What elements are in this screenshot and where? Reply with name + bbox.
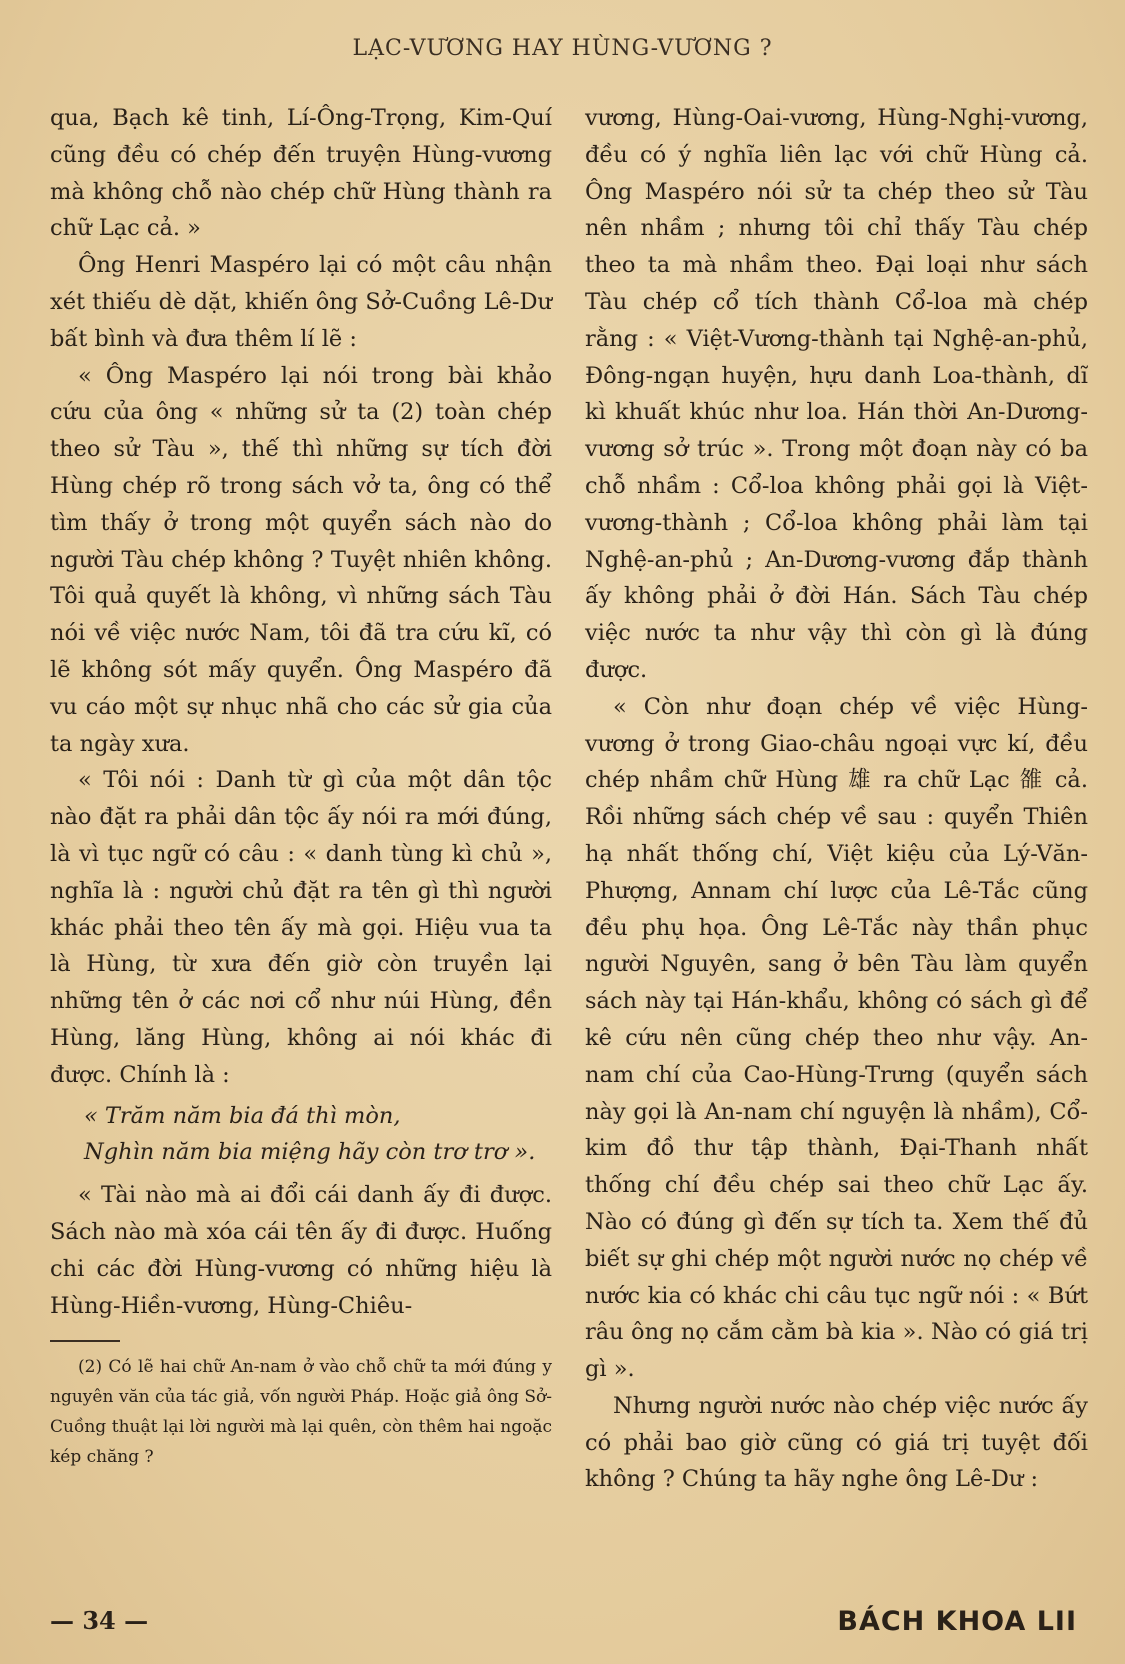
paragraph: « Tài nào mà ai đổi cái danh ấy đi được. Sách nào mà xóa cái tên ấy đi được. Huống chi các đời Hùng-vương có những hiệu là Hùng-Hiền-vương, Hùng-Chiêu- — [50, 1182, 552, 1319]
left-column — [50, 100, 552, 1472]
right-column — [585, 100, 1088, 1498]
paragraph: qua, Bạch kê tinh, Lí-Ông-Trọng, Kim-Quí cũng đều có chép đến truyện Hùng-vương mà không chỗ nào chép chữ Hùng thành ra chữ Lạc cả. » — [50, 105, 552, 242]
footnote-text: (2) Có lẽ hai chữ An-nam ở vào chỗ chữ ta mới đúng y nguyên văn của tác giả, vốn người Pháp. Hoặc giả ông Sở-Cuồng thuật lại lời người mà lại quên, còn thêm hai ngoặc kép chăng ? — [50, 1357, 552, 1468]
journal-title: BÁCH KHOA LII — [837, 1606, 1077, 1637]
paragraph: « Ông Maspéro lại nói trong bài khảo cứu của ông « những sử ta (2) toàn chép theo sử Tàu », thế thì những sự tích đời Hùng chép rõ trong sách vở ta, ông có thể tìm thấy ở trong một quyển sách nào do người Tàu chép không ? Tuyệt nhiên không. Tôi quả quyết là không, vì những sách Tàu nói về việc nước Nam, tôi đã tra cứu kĩ, có lẽ không sót mấy quyển. Ông Maspéro đã vu cáo một sự nhục nhã cho các sử gia của ta ngày xưa. — [50, 362, 552, 757]
page-number: — 34 — — [50, 1606, 149, 1635]
footnote — [50, 1352, 552, 1472]
paragraph: vương, Hùng-Oai-vương, Hùng-Nghị-vương, đều có ý nghĩa liên lạc với chữ Hùng cả. Ông Maspéro nói sử ta chép theo sử Tàu nên nhầm ; nhưng tôi chỉ thấy Tàu chép theo ta mà nhầm theo. Đại loại như sách Tàu chép cổ tích thành Cổ-loa mà chép rằng : « Việt-Vương-thành tại Nghệ-an-phủ, Đông-ngạn huyện, hựu danh Loa-thành, dĩ kì khuất khúc như loa. Hán thời An-Dương-vương sở trúc ». Trong một đoạn này có ba chỗ nhầm : Cổ-loa không phải gọi là Việt-vương-thành ; Cổ-loa không phải làm tại Nghệ-an-phủ ; An-Dương-vương đắp thành ấy không phải ở đời Hán. Sách Tàu chép việc nước ta như vậy thì còn gì là đúng được. — [585, 105, 1088, 683]
running-header: LẠC-VƯƠNG HAY HÙNG-VƯƠNG ? — [352, 36, 773, 61]
paragraph: Ông Henri Maspéro lại có một câu nhận xét thiếu dè dặt, khiến ông Sở-Cuồng Lê-Dư bất bình và đưa thêm lí lẽ : — [50, 252, 552, 352]
verse-line: « Trăm năm bia đá thì mòn, — [84, 1102, 401, 1129]
paragraph: Nhưng người nước nào chép việc nước ấy có phải bao giờ cũng có giá trị tuyệt đối không ? Chúng ta hãy nghe ông Lê-Dư : — [585, 1392, 1088, 1493]
footnote-rule — [50, 1340, 120, 1342]
verse — [50, 1098, 552, 1172]
paragraph: « Còn như đoạn chép về việc Hùng-vương ở trong Giao-châu ngoại vực kí, đều chép nhầm chữ Hùng 雄 ra chữ Lạc 雒 cả. Rồi những sách chép về sau : quyển Thiên hạ nhất thống chí, Việt kiệu của Lý-Văn-Phượng, Annam chí lược của Lê-Tắc cũng đều phụ họa. Ông Lê-Tắc này thần phục người Nguyên, sang ở bên Tàu làm quyển sách này tại Hán-khẩu, không có sách gì để kê cứu nên cũng chép theo như vậy. An-nam chí của Cao-Hùng-Trưng (quyển sách này gọi là An-nam chí nguyện là nhầm), Cổ-kim đồ thư tập thành, Đại-Thanh nhất thống chí đều chép sai theo chữ Lạc ấy. Nào có đúng gì đến sự tích ta. Xem thế đủ biết sự ghi chép một người nước nọ chép về nước kia có khác chi câu tục ngữ nói : « Bứt râu ông nọ cắm cằm bà kia ». Nào có giá trị gì ». — [585, 693, 1088, 1383]
paragraph: « Tôi nói : Danh từ gì của một dân tộc nào đặt ra phải dân tộc ấy nói ra mới đúng, là vì tục ngữ có câu : « danh tùng kì chủ », nghĩa là : người chủ đặt ra tên gì thì người khác phải theo tên ấy mà gọi. Hiệu vua ta là Hùng, từ xưa đến giờ còn truyền lại những tên ở các nơi cổ như núi Hùng, đền Hùng, lăng Hùng, không ai nói khác đi được. Chính là : — [50, 767, 552, 1088]
verse-line: Nghìn năm bia miệng hãy còn trơ trơ ». — [84, 1139, 536, 1166]
